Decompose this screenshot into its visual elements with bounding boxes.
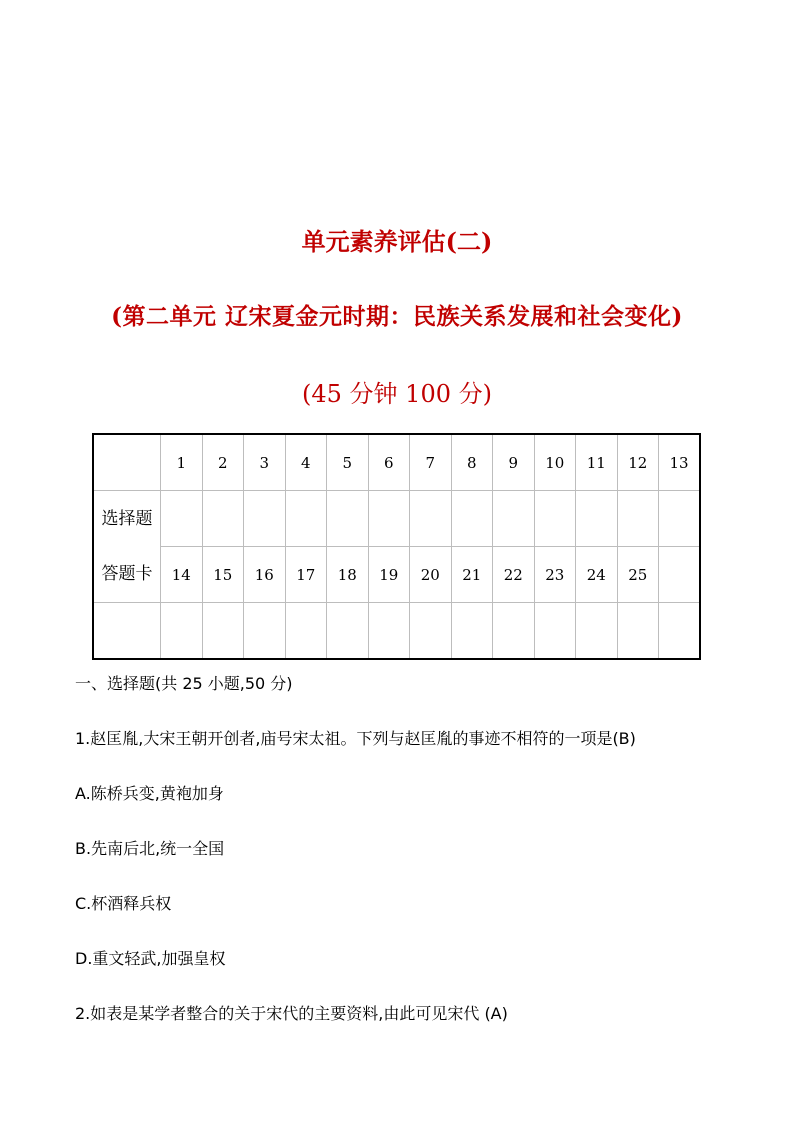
answer-blank-cell[interactable] bbox=[576, 603, 618, 660]
answer-blank-cell[interactable] bbox=[659, 603, 701, 660]
question-number-cell bbox=[659, 547, 701, 603]
unit-subtitle: (第二单元 辽宋夏金元时期：民族关系发展和社会变化) bbox=[111, 303, 683, 330]
question-1-option-c: C.杯酒释兵权 bbox=[75, 894, 172, 913]
question-number-cell: 18 bbox=[327, 547, 369, 603]
question-number-cell: 11 bbox=[576, 434, 618, 491]
answer-blank-cell[interactable] bbox=[285, 491, 327, 547]
answer-card-label-cell bbox=[93, 434, 161, 491]
question-number-cell: 16 bbox=[244, 547, 286, 603]
question-number-cell: 25 bbox=[617, 547, 659, 603]
question-number-cell: 2 bbox=[202, 434, 244, 491]
answer-blank-cell[interactable] bbox=[410, 491, 452, 547]
question-number-cell: 10 bbox=[534, 434, 576, 491]
answer-blank-cell[interactable] bbox=[161, 491, 203, 547]
answer-blank-cell[interactable] bbox=[202, 491, 244, 547]
answer-blank-cell[interactable] bbox=[327, 603, 369, 660]
answer-blank-cell[interactable] bbox=[451, 603, 493, 660]
question-number-cell: 4 bbox=[285, 434, 327, 491]
answer-card-label-line2: 答题卡 bbox=[93, 547, 161, 603]
answer-blank-cell[interactable] bbox=[493, 491, 535, 547]
answer-blank-cell[interactable] bbox=[285, 603, 327, 660]
answer-card-label-line1: 选择题 bbox=[93, 491, 161, 547]
answer-blank-row-2 bbox=[93, 603, 700, 660]
question-1-stem: 1.赵匡胤,大宋王朝开创者,庙号宋太祖。下列与赵匡胤的事迹不相符的一项是(B) bbox=[75, 729, 636, 748]
answer-blank-cell[interactable] bbox=[534, 491, 576, 547]
question-1-option-a: A.陈桥兵变,黄袍加身 bbox=[75, 784, 224, 803]
answer-number-row-2 bbox=[93, 547, 700, 603]
question-number-cell: 1 bbox=[161, 434, 203, 491]
section-heading: 一、选择题(共 25 小题,50 分) bbox=[75, 674, 293, 693]
question-number-cell: 5 bbox=[327, 434, 369, 491]
question-number-cell: 20 bbox=[410, 547, 452, 603]
answer-card-label-cell bbox=[93, 603, 161, 660]
question-number-cell: 7 bbox=[410, 434, 452, 491]
question-number-cell: 8 bbox=[451, 434, 493, 491]
answer-blank-cell[interactable] bbox=[534, 603, 576, 660]
question-1-option-b: B.先南后北,统一全国 bbox=[75, 839, 225, 858]
answer-blank-cell[interactable] bbox=[617, 491, 659, 547]
question-number-cell: 13 bbox=[659, 434, 701, 491]
answer-number-row-1 bbox=[93, 434, 700, 491]
question-number-cell: 22 bbox=[493, 547, 535, 603]
answer-blank-cell[interactable] bbox=[327, 491, 369, 547]
answer-blank-cell[interactable] bbox=[451, 491, 493, 547]
answer-blank-row-1 bbox=[93, 491, 700, 547]
question-number-cell: 9 bbox=[493, 434, 535, 491]
answer-blank-cell[interactable] bbox=[659, 491, 701, 547]
answer-blank-cell[interactable] bbox=[576, 491, 618, 547]
answer-blank-cell[interactable] bbox=[493, 603, 535, 660]
question-number-cell: 23 bbox=[534, 547, 576, 603]
question-1-option-d: D.重文轻武,加强皇权 bbox=[75, 949, 226, 968]
page-title: 单元素养评估(二) bbox=[301, 227, 493, 256]
question-number-cell: 21 bbox=[451, 547, 493, 603]
answer-blank-cell[interactable] bbox=[244, 491, 286, 547]
answer-blank-cell[interactable] bbox=[368, 491, 410, 547]
question-2-stem: 2.如表是某学者整合的关于宋代的主要资料,由此可见宋代 (A) bbox=[75, 1004, 508, 1023]
time-score: (45 分钟 100 分) bbox=[302, 380, 492, 408]
question-number-cell: 24 bbox=[576, 547, 618, 603]
question-number-cell: 14 bbox=[161, 547, 203, 603]
answer-blank-cell[interactable] bbox=[617, 603, 659, 660]
question-number-cell: 17 bbox=[285, 547, 327, 603]
question-number-cell: 6 bbox=[368, 434, 410, 491]
answer-blank-cell[interactable] bbox=[202, 603, 244, 660]
answer-blank-cell[interactable] bbox=[368, 603, 410, 660]
question-number-cell: 15 bbox=[202, 547, 244, 603]
answer-blank-cell[interactable] bbox=[161, 603, 203, 660]
answer-blank-cell[interactable] bbox=[410, 603, 452, 660]
question-number-cell: 3 bbox=[244, 434, 286, 491]
question-number-cell: 12 bbox=[617, 434, 659, 491]
answer-blank-cell[interactable] bbox=[244, 603, 286, 660]
answer-card-table bbox=[92, 433, 701, 660]
question-number-cell: 19 bbox=[368, 547, 410, 603]
